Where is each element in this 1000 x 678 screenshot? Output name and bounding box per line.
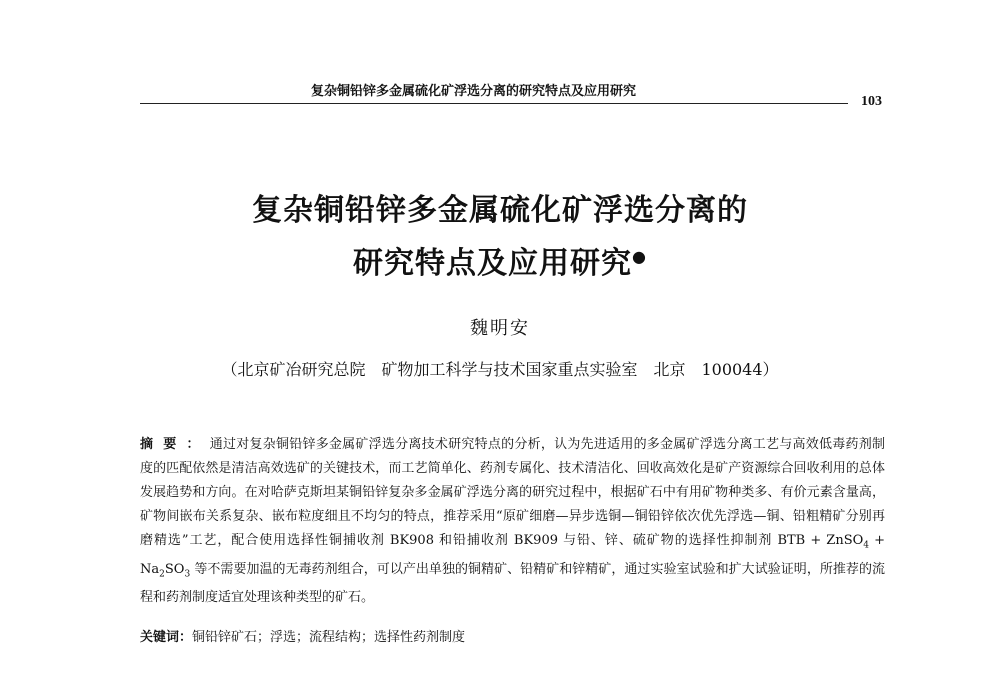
abstract-text-1: 通过对复杂铜铅锌多金属矿浮选分离技术研究特点的分析，认为先进适用的多金属矿浮选分离工艺与高效低毒药剂制度的匹配依然是清洁高效选矿的关键技术，而工艺简单化、药剂专属化、技术清洁化、回收高效化是矿产资源综合回收利用的总体发展趋势和方向。在对哈萨克斯坦某铜铅锌复杂多金属矿浮选分离的研究过程中，根据矿石中有用矿物种类多、有价元素含量高，矿物间嵌布关系复杂、嵌布粒度细且不均匀的特点，推荐采用“原矿细磨—异步选铜—铜铅锌依次优先浮选—铜、铅粗精矿分别再磨精选”工艺，配合使用选择性铜捕收剂 BK908 和铅捕收剂 BK909 与铅、锌、硫矿物的选择性抑制剂 BTB + ZnSO — [140, 437, 885, 548]
title-line-2 — [0, 234, 1000, 287]
running-header: 复杂铜铅锌多金属硫化矿浮选分离的研究特点及应用研究 — [311, 84, 637, 99]
abstract-sub-1: 4 — [863, 540, 870, 551]
page-number: 103 — [861, 94, 882, 109]
keywords-label: 关键词： — [140, 630, 193, 645]
abstract-sub-2: 2 — [159, 569, 165, 580]
abstract — [140, 433, 885, 610]
abstract-sub-3: 3 — [184, 569, 191, 580]
header-rule — [140, 103, 848, 104]
title-footnote-mark: ● — [632, 247, 647, 266]
abstract-text-2: + Na — [140, 533, 885, 577]
abstract-text-4: 等不需要加温的无毒药剂组合，可以产出单独的铜精矿、铅精矿和锌精矿，通过实验室试验和扩大试验证明，所推荐的流程和药剂制度适宜处理该种类型的矿石。 — [140, 561, 885, 606]
abstract-text-3: SO — [164, 561, 185, 577]
author-name: 魏明安 — [470, 318, 530, 339]
author-affiliation: （北京矿冶研究总院 矿物加工科学与技术国家重点实验室 北京 100044） — [221, 360, 779, 379]
title-line-2-text: 研究特点及应用研究 — [353, 246, 633, 281]
abstract-label: 摘要： — [140, 437, 210, 452]
keywords — [140, 626, 885, 650]
title-line-1: 复杂铜铅锌多金属硫化矿浮选分离的 — [252, 193, 748, 228]
paper-title — [0, 188, 1000, 287]
keywords-text: 铜铅锌矿石；浮选；流程结构；选择性药剂制度 — [192, 630, 466, 645]
